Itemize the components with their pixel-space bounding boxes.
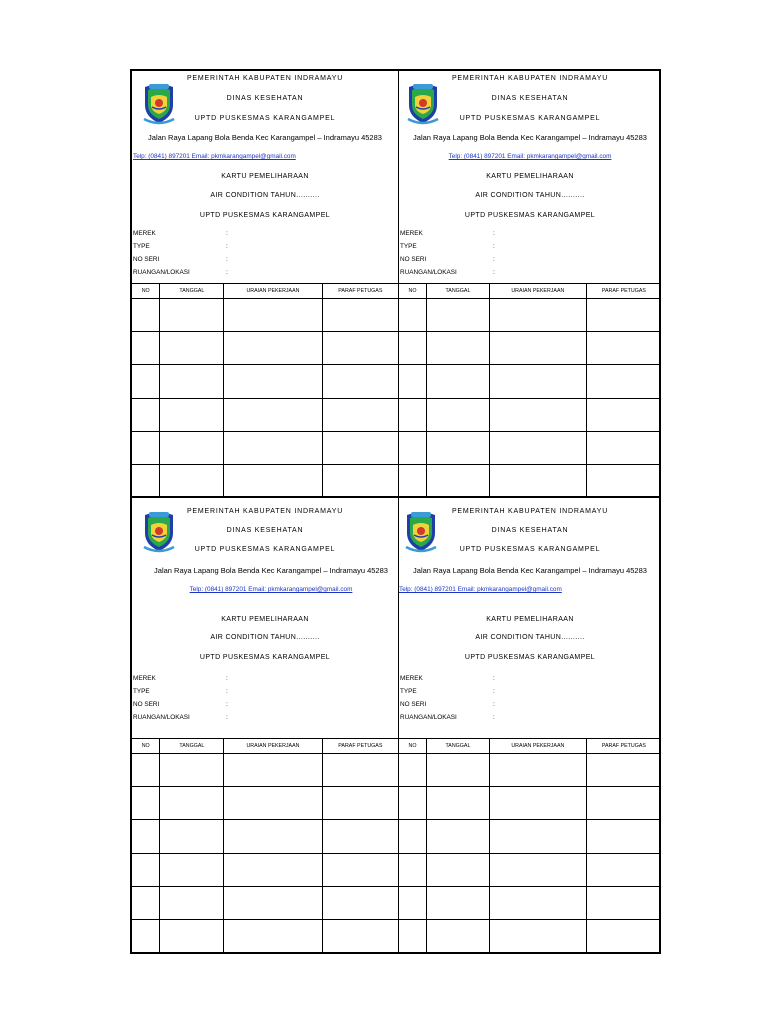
log-cell[interactable] <box>160 431 224 464</box>
log-cell[interactable] <box>489 754 586 787</box>
log-cell[interactable] <box>322 464 398 497</box>
log-cell[interactable] <box>399 431 427 464</box>
log-cell[interactable] <box>160 754 224 787</box>
log-row <box>399 886 661 919</box>
log-cell[interactable] <box>399 365 427 398</box>
maintenance-card-2 <box>398 71 661 496</box>
field-label: NO SERI <box>133 256 160 263</box>
log-cell[interactable] <box>489 299 586 332</box>
log-cell[interactable] <box>224 398 322 431</box>
field-row <box>133 675 228 682</box>
field-separator: : <box>226 714 228 721</box>
log-cell[interactable] <box>399 787 427 820</box>
log-cell[interactable] <box>132 787 160 820</box>
card-subtitle: AIR CONDITION TAHUN.......... <box>210 634 320 641</box>
log-cell[interactable] <box>399 464 427 497</box>
column-header: URAIAN PEKERJAAN <box>489 739 586 754</box>
field-label: RUANGAN/LOKASI <box>400 269 457 276</box>
log-cell[interactable] <box>160 464 224 497</box>
field-row <box>400 269 495 276</box>
log-cell[interactable] <box>586 464 661 497</box>
field-separator: : <box>226 688 228 695</box>
log-cell[interactable] <box>224 464 322 497</box>
log-row <box>399 919 661 952</box>
field-separator: : <box>226 230 228 237</box>
column-header: NO <box>399 284 427 299</box>
column-header: PARAF PETUGAS <box>322 739 398 754</box>
field-separator: : <box>493 256 495 263</box>
field-label: RUANGAN/LOKASI <box>133 714 190 721</box>
field-row <box>133 688 228 695</box>
log-cell[interactable] <box>427 398 490 431</box>
field-label: TYPE <box>400 688 417 695</box>
log-cell[interactable] <box>427 332 490 365</box>
field-label: NO SERI <box>400 701 427 708</box>
log-cell[interactable] <box>322 820 398 853</box>
log-cell[interactable] <box>586 787 661 820</box>
log-cell[interactable] <box>160 299 224 332</box>
log-cell[interactable] <box>586 919 661 952</box>
column-header: URAIAN PEKERJAAN <box>489 284 586 299</box>
log-cell[interactable] <box>427 365 490 398</box>
log-cell[interactable] <box>427 464 490 497</box>
field-row <box>400 701 495 708</box>
field-label: MEREK <box>133 230 156 237</box>
card-title: KARTU PEMELIHARAAN <box>486 173 574 180</box>
card-unit: UPTD PUSKESMAS KARANGAMPEL <box>199 212 331 219</box>
log-cell[interactable] <box>224 431 322 464</box>
log-cell[interactable] <box>224 332 322 365</box>
log-cell[interactable] <box>399 820 427 853</box>
field-row <box>400 230 495 237</box>
log-cell[interactable] <box>427 820 490 853</box>
field-row <box>133 714 228 721</box>
log-cell[interactable] <box>489 787 586 820</box>
address: Jalan Raya Lapang Bola Benda Kec Karangampel – Indramayu 45283 <box>148 133 382 142</box>
log-row <box>399 820 661 853</box>
log-cell[interactable] <box>160 332 224 365</box>
log-cell[interactable] <box>132 754 160 787</box>
log-cell[interactable] <box>132 820 160 853</box>
card-subtitle: AIR CONDITION TAHUN.......... <box>475 634 585 641</box>
org-name: PEMERINTAH KABUPATEN INDRAMAYU <box>186 75 344 82</box>
log-cell[interactable] <box>132 299 160 332</box>
log-cell[interactable] <box>489 886 586 919</box>
org-name: PEMERINTAH KABUPATEN INDRAMAYU <box>451 508 609 515</box>
field-separator: : <box>226 243 228 250</box>
log-row <box>132 365 398 398</box>
log-row <box>132 754 398 787</box>
log-cell[interactable] <box>132 464 160 497</box>
address: Jalan Raya Lapang Bola Benda Kec Karangampel – Indramayu 45283 <box>154 566 388 575</box>
field-separator: : <box>493 675 495 682</box>
log-cell[interactable] <box>322 365 398 398</box>
log-cell[interactable] <box>132 919 160 952</box>
org-name: PEMERINTAH KABUPATEN INDRAMAYU <box>451 75 609 82</box>
log-row <box>132 820 398 853</box>
field-label: MEREK <box>400 675 423 682</box>
card-subtitle: AIR CONDITION TAHUN.......... <box>210 192 320 199</box>
log-cell[interactable] <box>224 886 322 919</box>
column-header: NO <box>399 739 427 754</box>
log-row <box>132 398 398 431</box>
contact-link[interactable]: Telp: (0841) 897201 Email: pkmkarangampel@gmail.com <box>189 586 353 593</box>
log-row <box>399 332 661 365</box>
log-cell[interactable] <box>427 787 490 820</box>
card-unit: UPTD PUSKESMAS KARANGAMPEL <box>464 654 596 661</box>
maintenance-card-3 <box>132 496 398 954</box>
log-row <box>399 853 661 886</box>
log-cell[interactable] <box>489 431 586 464</box>
log-cell[interactable] <box>132 398 160 431</box>
card-title: KARTU PEMELIHARAAN <box>221 616 309 623</box>
column-header: PARAF PETUGAS <box>322 284 398 299</box>
log-cell[interactable] <box>586 299 661 332</box>
log-cell[interactable] <box>427 919 490 952</box>
log-cell[interactable] <box>399 919 427 952</box>
log-cell[interactable] <box>160 398 224 431</box>
log-cell[interactable] <box>224 754 322 787</box>
field-label: TYPE <box>133 243 150 250</box>
field-row <box>400 688 495 695</box>
log-row <box>399 398 661 431</box>
field-separator: : <box>226 701 228 708</box>
column-header: TANGGAL <box>160 284 224 299</box>
column-header: TANGGAL <box>160 739 224 754</box>
contact-link[interactable]: Telp: (0841) 897201 Email: pkmkarangampel@gmail.com <box>448 153 612 160</box>
contact-link[interactable]: Telp: (0841) 897201 Email: pkmkarangampel@gmail.com <box>133 153 296 160</box>
log-cell[interactable] <box>224 299 322 332</box>
log-cell[interactable] <box>322 886 398 919</box>
dept-name: DINAS KESEHATAN <box>226 95 304 102</box>
log-cell[interactable] <box>160 919 224 952</box>
field-separator: : <box>493 714 495 721</box>
maintenance-log-table <box>132 738 398 952</box>
log-cell[interactable] <box>132 365 160 398</box>
field-label: MEREK <box>400 230 423 237</box>
field-row <box>133 701 228 708</box>
log-cell[interactable] <box>224 919 322 952</box>
field-label: TYPE <box>400 243 417 250</box>
log-cell[interactable] <box>586 820 661 853</box>
log-cell[interactable] <box>322 853 398 886</box>
field-row <box>400 714 495 721</box>
field-separator: : <box>493 230 495 237</box>
log-cell[interactable] <box>132 886 160 919</box>
maintenance-card-sheet <box>130 69 661 954</box>
address: Jalan Raya Lapang Bola Benda Kec Karangampel – Indramayu 45283 <box>413 566 647 575</box>
log-cell[interactable] <box>322 332 398 365</box>
log-cell[interactable] <box>586 886 661 919</box>
log-cell[interactable] <box>399 398 427 431</box>
contact-link[interactable]: Telp: (0841) 897201 Email: pkmkarangampel@gmail.com <box>399 586 562 593</box>
field-label: NO SERI <box>133 701 160 708</box>
log-row <box>399 365 661 398</box>
log-cell[interactable] <box>586 754 661 787</box>
dept-name: DINAS KESEHATAN <box>491 95 569 102</box>
field-label: RUANGAN/LOKASI <box>400 714 457 721</box>
field-row <box>400 243 495 250</box>
log-cell[interactable] <box>322 787 398 820</box>
log-cell[interactable] <box>489 332 586 365</box>
log-cell[interactable] <box>160 853 224 886</box>
log-cell[interactable] <box>224 787 322 820</box>
log-cell[interactable] <box>322 431 398 464</box>
log-cell[interactable] <box>322 398 398 431</box>
address: Jalan Raya Lapang Bola Benda Kec Karangampel – Indramayu 45283 <box>413 133 647 142</box>
column-header: TANGGAL <box>427 739 490 754</box>
log-cell[interactable] <box>399 299 427 332</box>
log-cell[interactable] <box>586 431 661 464</box>
log-cell[interactable] <box>224 820 322 853</box>
field-label: MEREK <box>133 675 156 682</box>
log-cell[interactable] <box>489 365 586 398</box>
log-cell[interactable] <box>399 886 427 919</box>
log-row <box>132 787 398 820</box>
log-cell[interactable] <box>427 431 490 464</box>
log-cell[interactable] <box>224 853 322 886</box>
log-cell[interactable] <box>489 919 586 952</box>
log-cell[interactable] <box>224 365 322 398</box>
log-cell[interactable] <box>160 886 224 919</box>
field-row <box>133 230 228 237</box>
log-cell[interactable] <box>322 299 398 332</box>
card-unit: UPTD PUSKESMAS KARANGAMPEL <box>464 212 596 219</box>
column-header: NO <box>132 739 160 754</box>
log-row <box>132 464 398 497</box>
log-cell[interactable] <box>160 365 224 398</box>
field-row <box>400 675 495 682</box>
field-row <box>400 256 495 263</box>
unit-name: UPTD PUSKESMAS KARANGAMPEL <box>194 546 336 553</box>
column-header: PARAF PETUGAS <box>586 284 661 299</box>
org-name: PEMERINTAH KABUPATEN INDRAMAYU <box>186 508 344 515</box>
card-unit: UPTD PUSKESMAS KARANGAMPEL <box>199 654 331 661</box>
column-header: TANGGAL <box>427 284 490 299</box>
log-cell[interactable] <box>489 853 586 886</box>
log-row <box>399 787 661 820</box>
log-cell[interactable] <box>160 787 224 820</box>
log-cell[interactable] <box>132 853 160 886</box>
log-cell[interactable] <box>160 820 224 853</box>
field-label: RUANGAN/LOKASI <box>133 269 190 276</box>
log-row <box>132 886 398 919</box>
column-header: URAIAN PEKERJAAN <box>224 739 322 754</box>
column-header: NO <box>132 284 160 299</box>
log-row <box>399 431 661 464</box>
dept-name: DINAS KESEHATAN <box>226 527 304 534</box>
log-cell[interactable] <box>586 365 661 398</box>
log-cell[interactable] <box>427 754 490 787</box>
column-header: URAIAN PEKERJAAN <box>224 284 322 299</box>
log-cell[interactable] <box>427 886 490 919</box>
unit-name: UPTD PUSKESMAS KARANGAMPEL <box>194 115 336 122</box>
field-row <box>133 256 228 263</box>
log-cell[interactable] <box>489 820 586 853</box>
field-separator: : <box>226 675 228 682</box>
field-row <box>133 243 228 250</box>
log-cell[interactable] <box>427 299 490 332</box>
field-label: TYPE <box>133 688 150 695</box>
maintenance-card-4 <box>398 496 661 954</box>
unit-name: UPTD PUSKESMAS KARANGAMPEL <box>459 546 601 553</box>
field-separator: : <box>226 269 228 276</box>
field-separator: : <box>493 243 495 250</box>
field-separator: : <box>493 701 495 708</box>
log-cell[interactable] <box>132 332 160 365</box>
field-separator: : <box>226 256 228 263</box>
log-cell[interactable] <box>586 853 661 886</box>
log-cell[interactable] <box>489 464 586 497</box>
maintenance-log-table <box>399 738 661 952</box>
log-row <box>132 299 398 332</box>
log-row <box>399 464 661 497</box>
log-cell[interactable] <box>586 398 661 431</box>
log-row <box>132 431 398 464</box>
dept-name: DINAS KESEHATAN <box>491 527 569 534</box>
log-row <box>132 853 398 886</box>
field-separator: : <box>493 688 495 695</box>
unit-name: UPTD PUSKESMAS KARANGAMPEL <box>459 115 601 122</box>
log-cell[interactable] <box>322 919 398 952</box>
card-subtitle: AIR CONDITION TAHUN.......... <box>475 192 585 199</box>
maintenance-log-table <box>399 283 661 497</box>
log-row <box>399 754 661 787</box>
log-cell[interactable] <box>399 853 427 886</box>
log-row <box>399 299 661 332</box>
log-row <box>132 332 398 365</box>
maintenance-card-1 <box>132 71 398 496</box>
log-cell[interactable] <box>427 853 490 886</box>
field-separator: : <box>493 269 495 276</box>
column-header: PARAF PETUGAS <box>586 739 661 754</box>
maintenance-log-table <box>132 283 398 497</box>
log-cell[interactable] <box>399 754 427 787</box>
log-cell[interactable] <box>489 398 586 431</box>
card-title: KARTU PEMELIHARAAN <box>486 616 574 623</box>
log-cell[interactable] <box>322 754 398 787</box>
log-row <box>132 919 398 952</box>
log-cell[interactable] <box>399 332 427 365</box>
log-cell[interactable] <box>586 332 661 365</box>
field-row <box>133 269 228 276</box>
log-cell[interactable] <box>132 431 160 464</box>
card-title: KARTU PEMELIHARAAN <box>221 173 309 180</box>
field-label: NO SERI <box>400 256 427 263</box>
